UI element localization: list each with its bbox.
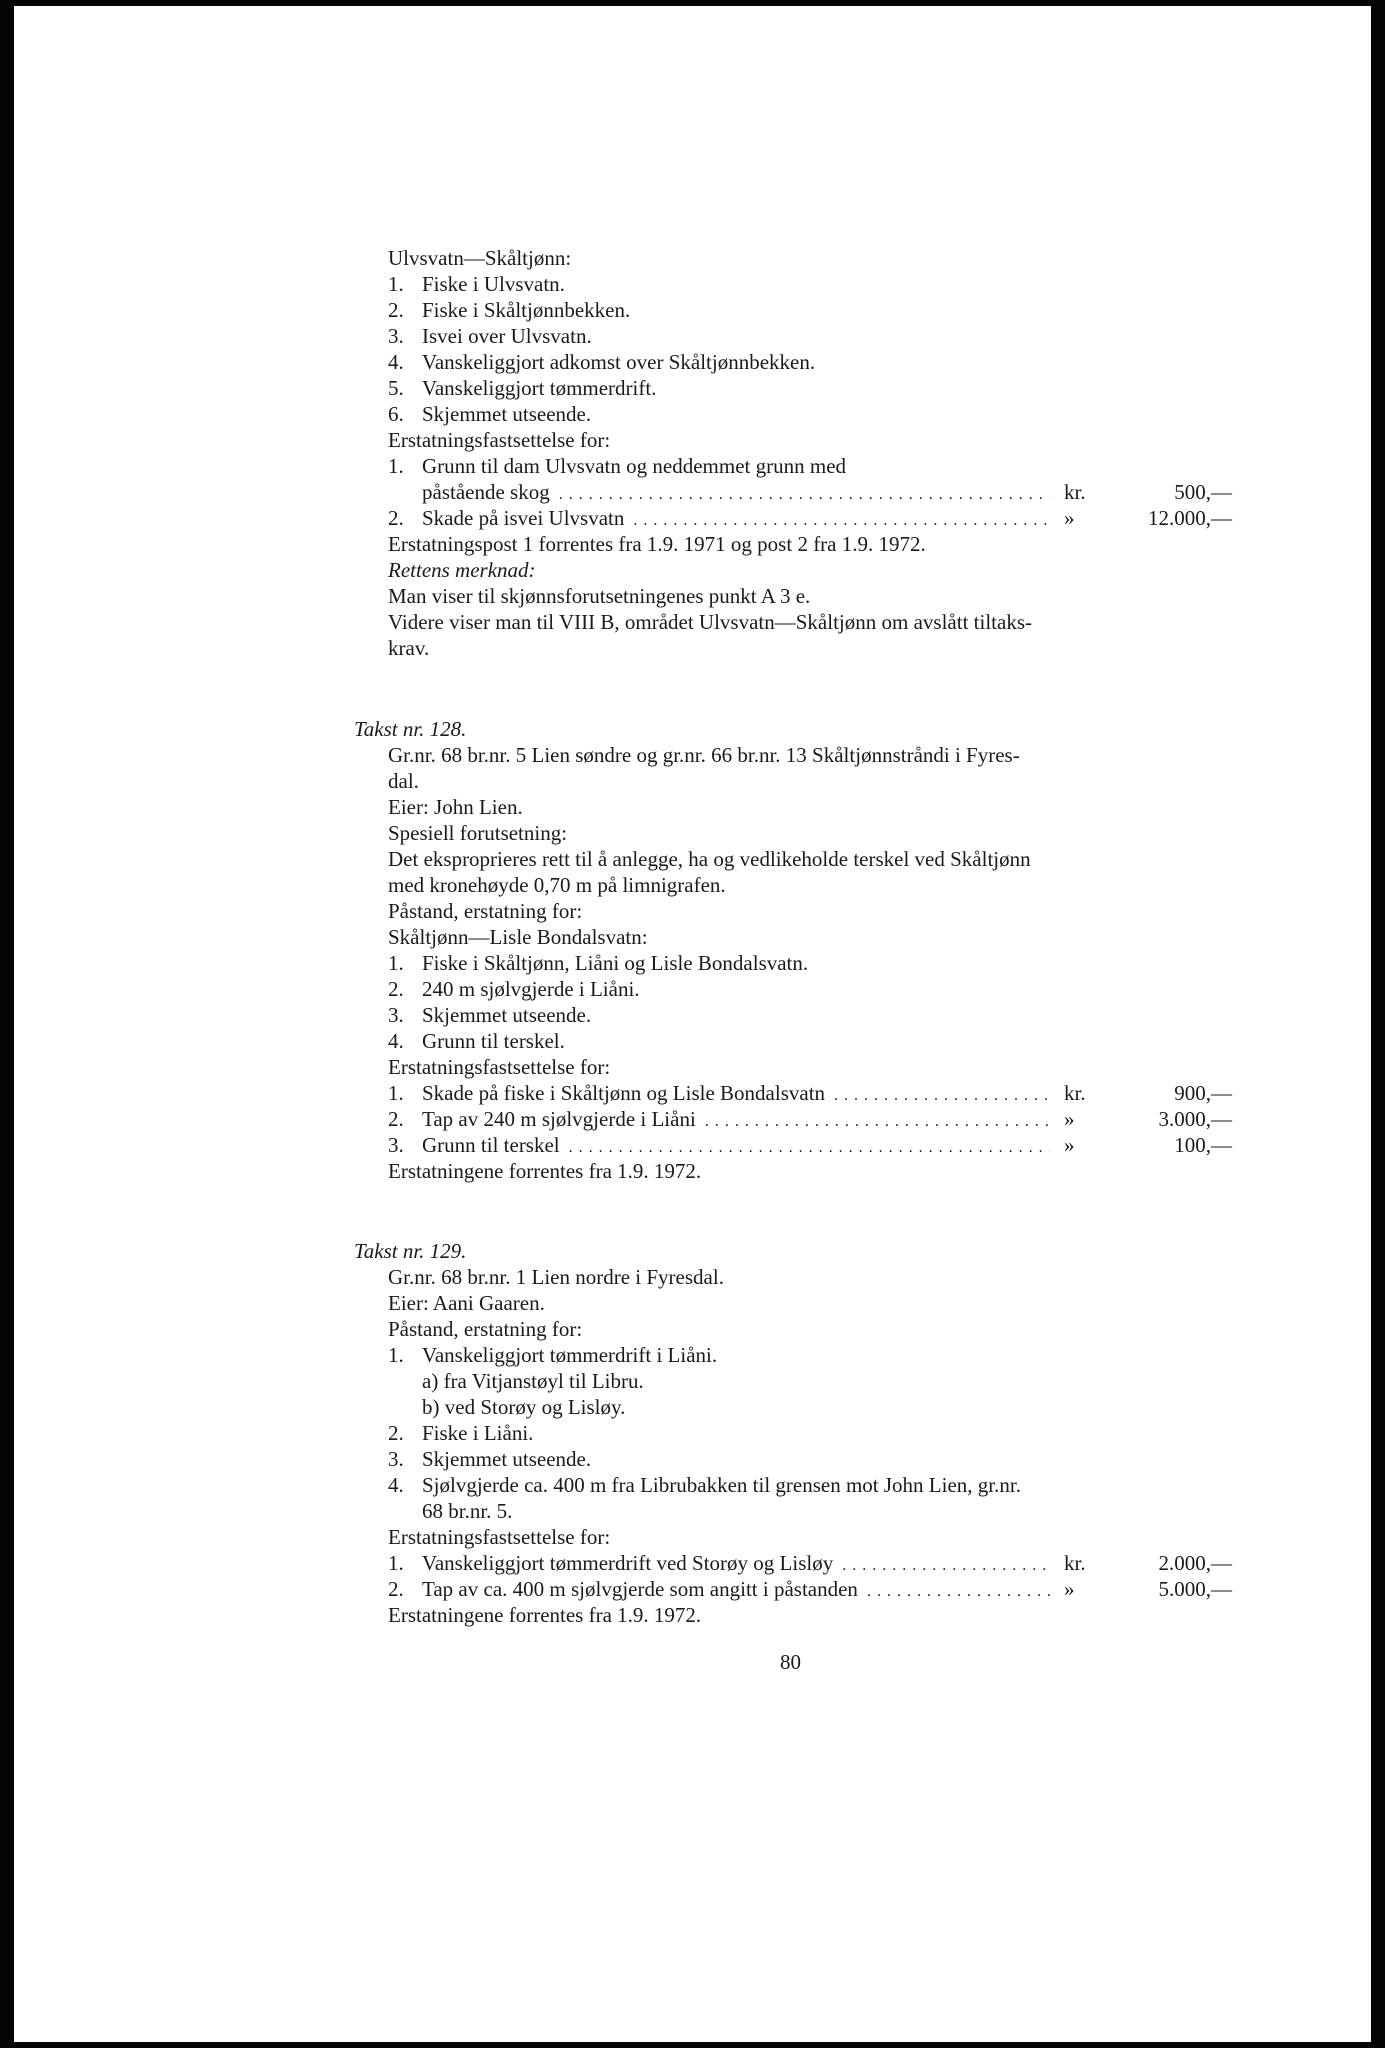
award-label: Vanskeliggjort tømmerdrift ved Storøy og Lisløy xyxy=(422,1551,834,1575)
scan-border-right xyxy=(1371,0,1385,2048)
award-label: Tap av ca. 400 m sjølvgjerde som angitt i påstanden xyxy=(422,1577,858,1601)
claim-item xyxy=(388,297,630,323)
claim-item xyxy=(388,1342,717,1368)
award-text xyxy=(388,1133,564,1157)
claim-item-continuation: 68 br.nr. 5. xyxy=(422,1499,513,1523)
item-number: 6. xyxy=(388,402,404,426)
property-text: Gr.nr. 68 br.nr. 1 Lien nordre i Fyresdal. xyxy=(388,1265,724,1289)
item-number: 1. xyxy=(388,454,404,478)
award-row xyxy=(388,1576,1232,1602)
item-number: 2. xyxy=(388,298,404,322)
takst-heading: Takst nr. 128. xyxy=(354,717,467,741)
item-number: 2. xyxy=(388,1107,404,1131)
item-number: 3. xyxy=(388,1133,404,1157)
fixing-heading: Erstatningsfastsettelse for: xyxy=(388,1525,611,1549)
item-text: Isvei over Ulvsvatn. xyxy=(422,324,592,348)
item-text: Vanskeliggjort tømmerdrift i Liåni. xyxy=(422,1343,718,1367)
claim-item xyxy=(388,950,808,976)
award-unit: kr. xyxy=(1064,1551,1086,1575)
award-unit: » xyxy=(1064,1577,1075,1601)
claim-item xyxy=(388,1446,591,1472)
dot-leader xyxy=(388,1106,1050,1135)
award-row xyxy=(388,1106,1232,1132)
award-text xyxy=(388,506,628,530)
dot-leader xyxy=(422,479,1050,508)
award-text xyxy=(388,1551,837,1575)
item-number: 2. xyxy=(388,977,404,1001)
award-unit: » xyxy=(1064,1107,1075,1131)
award-text: påstående skog xyxy=(422,480,554,504)
claim-item xyxy=(388,1420,533,1446)
section-heading: Ulvsvatn—Skåltjønn: xyxy=(388,246,572,270)
item-number: 2. xyxy=(388,1577,404,1601)
area-heading: Skåltjønn—Lisle Bondalsvatn: xyxy=(388,925,648,949)
item-number: 1. xyxy=(388,1343,404,1367)
special-text: Det eksproprieres rett til å anlegge, ha og vedlikeholde terskel ved Skåltjønn xyxy=(388,847,1031,871)
item-text: Vanskeliggjort adkomst over Skåltjønnbekken. xyxy=(422,350,816,374)
award-item-line xyxy=(388,453,846,479)
claim-item xyxy=(388,1002,591,1028)
scan-border-top xyxy=(0,0,1385,6)
item-number: 4. xyxy=(388,350,404,374)
owner-text: Eier: Aani Gaaren. xyxy=(388,1291,545,1315)
award-label: Skade på isvei Ulvsvatn xyxy=(422,506,625,530)
claim-item xyxy=(388,976,640,1002)
page-number: 80 xyxy=(780,1650,801,1674)
item-number: 4. xyxy=(388,1029,404,1053)
property-text: Gr.nr. 68 br.nr. 5 Lien søndre og gr.nr. 66 br.nr. 13 Skåltjønnstråndi i Fyres- xyxy=(388,743,1020,767)
claim-heading: Påstand, erstatning for: xyxy=(388,1317,583,1341)
award-amount: 900,— xyxy=(1174,1081,1232,1105)
award-row xyxy=(388,1132,1232,1158)
award-row xyxy=(422,479,1232,505)
award-row xyxy=(388,1550,1232,1576)
item-number: 1. xyxy=(388,1551,404,1575)
item-text: Fiske i Skåltjønnbekken. xyxy=(422,298,631,322)
claim-item xyxy=(388,1472,1021,1498)
item-text: 240 m sjølvgjerde i Liåni. xyxy=(422,977,640,1001)
award-unit: » xyxy=(1064,1133,1075,1157)
dot-leader xyxy=(388,1132,1050,1161)
fixing-heading: Erstatningsfastsettelse for: xyxy=(388,1055,611,1079)
award-row xyxy=(388,1080,1232,1106)
item-number: 3. xyxy=(388,1003,404,1027)
award-label: Skade på fiske i Skåltjønn og Lisle Bondalsvatn xyxy=(422,1081,826,1105)
interest-note: Erstatningspost 1 forrentes fra 1.9. 1971 og post 2 fra 1.9. 1972. xyxy=(388,532,926,556)
dot-leader xyxy=(388,1576,1050,1605)
claim-heading: Påstand, erstatning for: xyxy=(388,899,583,923)
item-text: Skjemmet utseende. xyxy=(422,1003,592,1027)
award-row xyxy=(388,505,1232,531)
item-number: 3. xyxy=(388,324,404,348)
remark-text: Videre viser man til VIII B, området Ulvsvatn—Skåltjønn om avslått tiltaks- xyxy=(388,610,1032,634)
item-text: Skjemmet utseende. xyxy=(422,402,592,426)
scan-border-bottom xyxy=(0,2042,1385,2048)
claim-subitem: b) ved Storøy og Lisløy. xyxy=(422,1395,626,1419)
award-label: Tap av 240 m sjølvgjerde i Liåni xyxy=(422,1107,696,1131)
award-text xyxy=(388,1577,862,1601)
item-number: 4. xyxy=(388,1473,404,1497)
claim-item xyxy=(388,323,592,349)
award-text xyxy=(388,1107,700,1131)
dot-leader xyxy=(388,1080,1050,1109)
item-number: 1. xyxy=(388,1081,404,1105)
owner-text: Eier: John Lien. xyxy=(388,795,523,819)
item-text: Fiske i Liåni. xyxy=(422,1421,534,1445)
claim-item xyxy=(388,1028,565,1054)
claim-item xyxy=(388,271,565,297)
dot-leader xyxy=(388,505,1050,534)
item-number: 5. xyxy=(388,376,404,400)
award-amount: 500,— xyxy=(1174,480,1232,504)
scan-border-left xyxy=(0,0,14,2048)
remark-heading: Rettens merknad: xyxy=(388,558,536,582)
item-text: Grunn til terskel. xyxy=(422,1029,565,1053)
item-text: Vanskeliggjort tømmerdrift. xyxy=(422,376,657,400)
award-amount: 5.000,— xyxy=(1158,1577,1232,1601)
claim-item xyxy=(388,375,656,401)
item-number: 2. xyxy=(388,506,404,530)
special-heading: Spesiell forutsetning: xyxy=(388,821,568,845)
item-number: 2. xyxy=(388,1421,404,1445)
special-text: med kronehøyde 0,70 m på limnigrafen. xyxy=(388,873,726,897)
award-unit: » xyxy=(1064,506,1075,530)
item-text: Skjemmet utseende. xyxy=(422,1447,592,1471)
award-amount: 2.000,— xyxy=(1158,1551,1232,1575)
remark-text: Man viser til skjønnsforutsetningenes punkt A 3 e. xyxy=(388,584,811,608)
interest-note: Erstatningene forrentes fra 1.9. 1972. xyxy=(388,1159,702,1183)
award-amount: 3.000,— xyxy=(1158,1107,1232,1131)
award-unit: kr. xyxy=(1064,1081,1086,1105)
item-number: 1. xyxy=(388,272,404,296)
item-text: Sjølvgjerde ca. 400 m fra Librubakken til grensen mot John Lien, gr.nr. xyxy=(422,1473,1021,1497)
award-text xyxy=(388,1081,829,1105)
item-text: Grunn til dam Ulvsvatn og neddemmet grunn med xyxy=(422,454,847,478)
fixing-heading: Erstatningsfastsettelse for: xyxy=(388,428,611,452)
interest-note: Erstatningene forrentes fra 1.9. 1972. xyxy=(388,1603,702,1627)
item-number: 3. xyxy=(388,1447,404,1471)
property-text: dal. xyxy=(388,769,419,793)
award-amount: 12.000,— xyxy=(1148,506,1232,530)
dot-leader xyxy=(388,1550,1050,1579)
item-text: Fiske i Skåltjønn, Liåni og Lisle Bondalsvatn. xyxy=(422,951,809,975)
takst-heading: Takst nr. 129. xyxy=(354,1239,467,1263)
remark-text: krav. xyxy=(388,636,430,660)
item-number: 1. xyxy=(388,951,404,975)
claim-item xyxy=(388,401,591,427)
award-label: Grunn til terskel xyxy=(422,1133,560,1157)
claim-subitem: a) fra Vitjanstøyl til Libru. xyxy=(422,1369,644,1393)
award-unit: kr. xyxy=(1064,480,1086,504)
claim-item xyxy=(388,349,815,375)
item-text: Fiske i Ulvsvatn. xyxy=(422,272,565,296)
award-amount: 100,— xyxy=(1174,1133,1232,1157)
